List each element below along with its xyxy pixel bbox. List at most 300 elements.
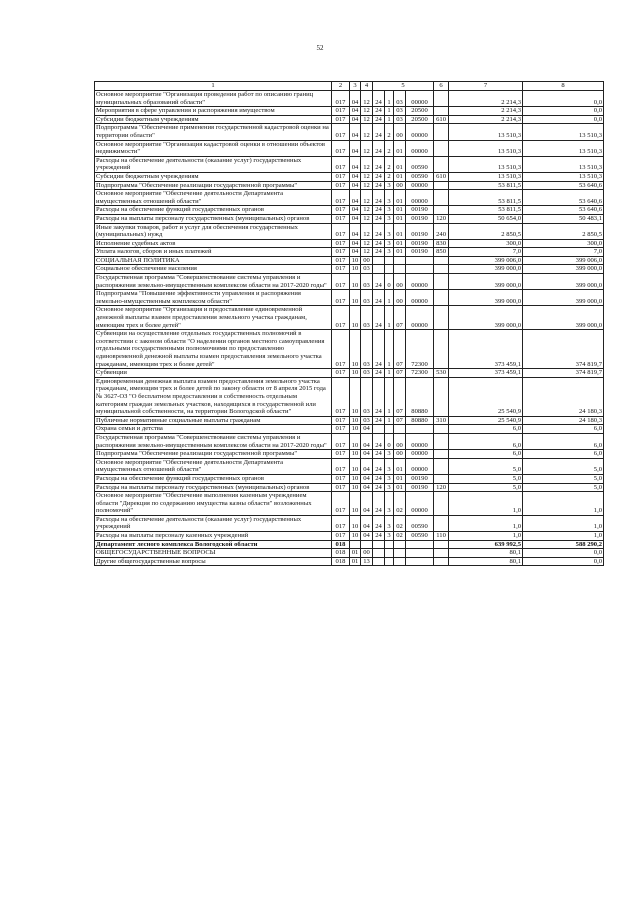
cell-direction: 80880 [406, 377, 434, 416]
cell-ministry: 017 [332, 458, 350, 474]
cell-program: 24 [373, 433, 385, 449]
cell-program: 24 [373, 214, 385, 223]
row-name: Государственная программа "Совершенствование системы управления и распоряжения земельно-имущественным комплексом области на 2017-2020 годы" [95, 433, 332, 449]
cell-subprogram: 3 [385, 458, 394, 474]
cell-activity: 07 [394, 377, 406, 416]
cell-ministry: 017 [332, 425, 350, 434]
cell-activity: 07 [394, 330, 406, 369]
cell-subprogram: 2 [385, 124, 394, 140]
row-name: Исполнение судебных актов [95, 239, 332, 248]
cell-subprogram [385, 549, 394, 558]
cell-section [350, 540, 361, 549]
cell-amount-2020: 5,0 [523, 483, 604, 492]
row-name: Государственная программа "Совершенствование системы управления и распоряжения земельно-имущественным комплексом области на 2017-2020 годы" [95, 274, 332, 290]
table-row [95, 483, 604, 492]
cell-activity [394, 557, 406, 566]
cell-subprogram: 3 [385, 206, 394, 215]
row-name: ОБЩЕГОСУДАРСТВЕННЫЕ ВОПРОСЫ [95, 549, 332, 558]
cell-ministry: 017 [332, 290, 350, 306]
cell-expense-type [434, 492, 449, 516]
cell-subprogram: 2 [385, 156, 394, 172]
cell-ministry: 017 [332, 156, 350, 172]
cell-program: 24 [373, 377, 385, 416]
cell-subprogram: 1 [385, 115, 394, 124]
cell-amount-2019: 53 811,5 [449, 181, 523, 190]
cell-ministry: 017 [332, 265, 350, 274]
cell-amount-2020: 300,0 [523, 239, 604, 248]
cell-amount-2019: 300,0 [449, 239, 523, 248]
cell-program [373, 265, 385, 274]
cell-activity: 01 [394, 214, 406, 223]
cell-ministry: 017 [332, 190, 350, 206]
cell-subsection: 00 [361, 256, 373, 265]
cell-amount-2019: 25 540,9 [449, 416, 523, 425]
row-name: Подпрограмма "Обеспечение реализации государственной программы" [95, 181, 332, 190]
row-name: Субсидии бюджетным учреждениям [95, 115, 332, 124]
cell-subprogram: 3 [385, 450, 394, 459]
cell-amount-2019: 399 000,0 [449, 265, 523, 274]
table-row [95, 515, 604, 531]
cell-subsection: 12 [361, 124, 373, 140]
cell-subsection: 04 [361, 492, 373, 516]
cell-expense-type [434, 425, 449, 434]
cell-ministry: 017 [332, 306, 350, 330]
cell-activity: 01 [394, 248, 406, 257]
cell-ministry: 017 [332, 330, 350, 369]
cell-amount-2020: 7,0 [523, 248, 604, 257]
table-row [95, 214, 604, 223]
cell-direction: 00190 [406, 214, 434, 223]
cell-activity: 07 [394, 416, 406, 425]
row-name: Расходы на выплаты персоналу государственных (муниципальных) органов [95, 483, 332, 492]
cell-amount-2019: 13 510,3 [449, 140, 523, 156]
cell-subsection: 13 [361, 557, 373, 566]
cell-expense-type [434, 265, 449, 274]
row-name: Публичные нормативные социальные выплаты гражданам [95, 416, 332, 425]
cell-subprogram: 3 [385, 181, 394, 190]
row-name: СОЦИАЛЬНАЯ ПОЛИТИКА [95, 256, 332, 265]
cell-subprogram: 0 [385, 433, 394, 449]
cell-amount-2019: 373 459,1 [449, 330, 523, 369]
cell-subsection: 00 [361, 549, 373, 558]
cell-program: 24 [373, 532, 385, 541]
cell-activity: 00 [394, 124, 406, 140]
cell-subsection: 03 [361, 274, 373, 290]
cell-program: 24 [373, 450, 385, 459]
cell-program [373, 540, 385, 549]
cell-subprogram [385, 540, 394, 549]
cell-amount-2019: 53 811,5 [449, 206, 523, 215]
cell-amount-2019: 2 214,3 [449, 115, 523, 124]
cell-expense-type: 830 [434, 239, 449, 248]
cell-subprogram [385, 265, 394, 274]
row-name: Департамент лесного комплекса Вологодской области [95, 540, 332, 549]
cell-subprogram: 1 [385, 369, 394, 378]
budget-table [94, 81, 604, 566]
cell-amount-2020: 13 510,3 [523, 124, 604, 140]
cell-section: 04 [350, 91, 361, 107]
cell-expense-type: 240 [434, 223, 449, 239]
cell-expense-type [434, 474, 449, 483]
cell-program: 24 [373, 124, 385, 140]
cell-section: 10 [350, 532, 361, 541]
cell-direction: 00000 [406, 290, 434, 306]
table-row [95, 492, 604, 516]
cell-ministry: 018 [332, 549, 350, 558]
cell-expense-type [434, 156, 449, 172]
cell-section: 10 [350, 256, 361, 265]
cell-expense-type [434, 450, 449, 459]
cell-ministry: 017 [332, 515, 350, 531]
cell-activity [394, 256, 406, 265]
cell-activity [394, 540, 406, 549]
table-row [95, 290, 604, 306]
cell-section: 10 [350, 425, 361, 434]
cell-activity: 01 [394, 483, 406, 492]
cell-subsection: 03 [361, 330, 373, 369]
row-name: Охрана семьи и детства [95, 425, 332, 434]
cell-direction: 00000 [406, 306, 434, 330]
row-name: Основное мероприятие "Организация кадастровой оценки в отношении объектов недвижимости" [95, 140, 332, 156]
row-name: Подпрограмма "Обеспечение реализации государственной программы" [95, 450, 332, 459]
cell-program [373, 425, 385, 434]
cell-amount-2019: 6,0 [449, 425, 523, 434]
cell-activity: 02 [394, 515, 406, 531]
cell-program [373, 256, 385, 265]
cell-expense-type [434, 377, 449, 416]
cell-subprogram [385, 557, 394, 566]
cell-amount-2020: 13 510,3 [523, 156, 604, 172]
cell-amount-2020: 399 000,0 [523, 274, 604, 290]
cell-subsection: 12 [361, 140, 373, 156]
cell-amount-2020: 0,0 [523, 107, 604, 116]
row-name: Другие общегосударственные вопросы [95, 557, 332, 566]
cell-direction: 00190 [406, 239, 434, 248]
cell-direction: 72300 [406, 330, 434, 369]
row-name: Подпрограмма "Повышение эффективности управления и распоряжения земельно-имущественным комплексом области" [95, 290, 332, 306]
row-name: Субвенции [95, 369, 332, 378]
cell-amount-2020: 24 180,3 [523, 416, 604, 425]
cell-amount-2020: 0,0 [523, 115, 604, 124]
cell-direction: 00190 [406, 223, 434, 239]
cell-activity: 00 [394, 433, 406, 449]
cell-amount-2020: 0,0 [523, 557, 604, 566]
cell-activity: 01 [394, 172, 406, 181]
cell-subprogram: 1 [385, 377, 394, 416]
cell-subsection: 12 [361, 206, 373, 215]
cell-ministry: 017 [332, 248, 350, 257]
cell-subprogram: 3 [385, 474, 394, 483]
cell-expense-type [434, 124, 449, 140]
cell-program: 24 [373, 458, 385, 474]
row-name: Расходы на обеспечение деятельности (оказание услуг) государственных учреждений [95, 515, 332, 531]
column-header: 1 [95, 82, 332, 91]
cell-amount-2019: 399 000,0 [449, 290, 523, 306]
cell-section: 04 [350, 223, 361, 239]
cell-program [373, 557, 385, 566]
cell-direction [406, 540, 434, 549]
cell-program: 24 [373, 416, 385, 425]
cell-amount-2019: 1,0 [449, 532, 523, 541]
cell-activity: 01 [394, 223, 406, 239]
cell-subsection: 04 [361, 458, 373, 474]
table-row [95, 181, 604, 190]
cell-program: 24 [373, 115, 385, 124]
row-name: Единовременная денежная выплата взамен предоставления земельного участка гражданам, имеющим трех и более детей по закону области от 8 апреля 2015 года № 3627-ОЗ "О бесплатном предоставлении в собственность отдельным категориям граждан земельных участков, находящихся в государственной или муниципальной собственности, на территории Вологодской области" [95, 377, 332, 416]
cell-amount-2019: 25 540,9 [449, 377, 523, 416]
cell-ministry: 017 [332, 369, 350, 378]
cell-expense-type: 110 [434, 532, 449, 541]
cell-direction: 00000 [406, 492, 434, 516]
cell-amount-2020: 13 510,3 [523, 140, 604, 156]
cell-expense-type: 120 [434, 214, 449, 223]
cell-section: 10 [350, 265, 361, 274]
cell-direction: 00190 [406, 206, 434, 215]
cell-section: 10 [350, 492, 361, 516]
cell-expense-type: 310 [434, 416, 449, 425]
cell-direction: 00000 [406, 124, 434, 140]
cell-subsection: 12 [361, 156, 373, 172]
cell-direction: 80880 [406, 416, 434, 425]
cell-activity: 03 [394, 91, 406, 107]
cell-ministry: 017 [332, 172, 350, 181]
table-row [95, 474, 604, 483]
cell-activity: 01 [394, 458, 406, 474]
cell-amount-2019: 5,0 [449, 458, 523, 474]
row-name: Подпрограмма "Обеспечение применения государственной кадастровой оценки на территории области" [95, 124, 332, 140]
cell-subsection: 03 [361, 265, 373, 274]
cell-subprogram: 0 [385, 274, 394, 290]
cell-subsection: 03 [361, 369, 373, 378]
cell-direction: 00000 [406, 274, 434, 290]
table-row [95, 433, 604, 449]
cell-amount-2020: 5,0 [523, 458, 604, 474]
cell-direction [406, 425, 434, 434]
row-name: Расходы на выплаты персоналу казенных учреждений [95, 532, 332, 541]
cell-expense-type [434, 330, 449, 369]
cell-amount-2020: 399 000,0 [523, 306, 604, 330]
cell-amount-2019: 399 000,0 [449, 274, 523, 290]
cell-section: 10 [350, 450, 361, 459]
cell-activity: 00 [394, 274, 406, 290]
cell-expense-type [434, 91, 449, 107]
cell-subsection: 03 [361, 290, 373, 306]
cell-subprogram: 3 [385, 532, 394, 541]
row-name: Основное мероприятие "Обеспечение деятельности Департамента имущественных отношений области" [95, 190, 332, 206]
page-number: 52 [316, 44, 324, 52]
cell-section: 04 [350, 107, 361, 116]
cell-subsection: 04 [361, 515, 373, 531]
cell-expense-type [434, 107, 449, 116]
cell-amount-2020: 2 850,5 [523, 223, 604, 239]
cell-amount-2019: 13 510,3 [449, 172, 523, 181]
table-header-row [95, 82, 604, 91]
table-row [95, 540, 604, 549]
cell-subprogram: 1 [385, 91, 394, 107]
cell-activity: 03 [394, 107, 406, 116]
cell-direction: 72300 [406, 369, 434, 378]
cell-subsection: 12 [361, 181, 373, 190]
table-row [95, 425, 604, 434]
cell-subprogram: 3 [385, 492, 394, 516]
cell-subsection: 12 [361, 190, 373, 206]
cell-activity: 01 [394, 206, 406, 215]
cell-subsection: 04 [361, 474, 373, 483]
cell-expense-type [434, 549, 449, 558]
cell-section: 04 [350, 172, 361, 181]
cell-activity: 01 [394, 239, 406, 248]
cell-section: 04 [350, 214, 361, 223]
cell-amount-2019: 1,0 [449, 515, 523, 531]
cell-ministry: 017 [332, 223, 350, 239]
cell-subsection: 12 [361, 91, 373, 107]
cell-amount-2020: 374 819,7 [523, 369, 604, 378]
cell-ministry: 017 [332, 181, 350, 190]
row-name: Расходы на выплаты персоналу государственных (муниципальных) органов [95, 214, 332, 223]
cell-amount-2019: 373 459,1 [449, 369, 523, 378]
cell-program: 24 [373, 140, 385, 156]
cell-subsection: 04 [361, 433, 373, 449]
table-row [95, 369, 604, 378]
cell-ministry: 017 [332, 124, 350, 140]
cell-expense-type [434, 290, 449, 306]
cell-direction: 00000 [406, 140, 434, 156]
cell-amount-2020: 53 640,6 [523, 181, 604, 190]
cell-amount-2020: 5,0 [523, 474, 604, 483]
row-name: Основное мероприятие "Обеспечение деятельности Департамента имущественных отношений области" [95, 458, 332, 474]
cell-section: 04 [350, 206, 361, 215]
column-header: 8 [523, 82, 604, 91]
row-name: Основное мероприятие "Организация проведения работ по описанию границ муниципальных образований области" [95, 91, 332, 107]
table-row [95, 532, 604, 541]
column-header: 4 [361, 82, 373, 91]
table-row [95, 206, 604, 215]
cell-amount-2020: 6,0 [523, 425, 604, 434]
cell-expense-type [434, 540, 449, 549]
cell-program [373, 549, 385, 558]
table-row [95, 140, 604, 156]
cell-amount-2020: 6,0 [523, 433, 604, 449]
cell-subsection: 12 [361, 214, 373, 223]
cell-section: 01 [350, 549, 361, 558]
cell-activity: 02 [394, 492, 406, 516]
cell-direction [406, 549, 434, 558]
cell-subsection: 04 [361, 483, 373, 492]
row-name: Уплата налогов, сборов и иных платежей [95, 248, 332, 257]
cell-direction: 00000 [406, 181, 434, 190]
cell-amount-2019: 6,0 [449, 433, 523, 449]
cell-activity: 00 [394, 450, 406, 459]
cell-amount-2020: 53 640,6 [523, 206, 604, 215]
cell-amount-2019: 2 214,3 [449, 91, 523, 107]
cell-amount-2019: 5,0 [449, 474, 523, 483]
cell-expense-type [434, 557, 449, 566]
cell-amount-2020: 399 000,0 [523, 290, 604, 306]
cell-ministry: 017 [332, 256, 350, 265]
cell-section: 04 [350, 140, 361, 156]
cell-subprogram: 3 [385, 214, 394, 223]
cell-activity: 01 [394, 474, 406, 483]
table-row [95, 124, 604, 140]
cell-ministry: 017 [332, 274, 350, 290]
cell-subsection: 04 [361, 532, 373, 541]
cell-section: 04 [350, 239, 361, 248]
cell-expense-type: 850 [434, 248, 449, 257]
row-name: Субвенции на осуществление отдельных государственных полномочий в соответствии с законом области "О наделении органов местного самоуправления отдельными государственными полномочиями по предоставлению единовременной денежной выплаты взамен предоставления земельного участка гражданам, имеющим трех и более детей" [95, 330, 332, 369]
cell-subprogram: 1 [385, 306, 394, 330]
cell-expense-type [434, 140, 449, 156]
cell-activity: 02 [394, 532, 406, 541]
table-row [95, 248, 604, 257]
cell-section: 10 [350, 483, 361, 492]
cell-section: 10 [350, 474, 361, 483]
cell-subprogram: 1 [385, 416, 394, 425]
row-name: Субсидии бюджетным учреждениям [95, 172, 332, 181]
cell-amount-2019: 13 510,3 [449, 124, 523, 140]
cell-expense-type [434, 306, 449, 330]
cell-amount-2020: 1,0 [523, 532, 604, 541]
cell-direction [406, 557, 434, 566]
cell-program: 24 [373, 290, 385, 306]
cell-direction: 00000 [406, 450, 434, 459]
cell-expense-type [434, 433, 449, 449]
cell-subprogram: 3 [385, 223, 394, 239]
cell-subprogram: 1 [385, 330, 394, 369]
table-row [95, 256, 604, 265]
cell-amount-2020: 399 006,0 [523, 256, 604, 265]
cell-activity [394, 425, 406, 434]
cell-direction: 00590 [406, 532, 434, 541]
cell-section: 10 [350, 290, 361, 306]
cell-direction: 00000 [406, 433, 434, 449]
cell-amount-2019: 639 992,5 [449, 540, 523, 549]
table-row [95, 450, 604, 459]
cell-activity: 07 [394, 306, 406, 330]
table-row [95, 107, 604, 116]
cell-section: 10 [350, 416, 361, 425]
cell-program: 24 [373, 492, 385, 516]
cell-amount-2020: 13 510,3 [523, 172, 604, 181]
cell-activity: 07 [394, 369, 406, 378]
cell-activity: 01 [394, 156, 406, 172]
cell-program: 24 [373, 190, 385, 206]
cell-direction: 00590 [406, 172, 434, 181]
cell-section: 10 [350, 433, 361, 449]
cell-program: 24 [373, 239, 385, 248]
cell-amount-2020: 399 000,0 [523, 265, 604, 274]
cell-subprogram: 1 [385, 107, 394, 116]
cell-program: 24 [373, 248, 385, 257]
cell-subprogram [385, 425, 394, 434]
row-name: Основное мероприятие "Организация и предоставление единовременной денежной выплаты взамен предоставления земельного участка гражданам, имеющим трех и более детей" [95, 306, 332, 330]
cell-expense-type [434, 515, 449, 531]
table-row [95, 274, 604, 290]
cell-subsection: 12 [361, 115, 373, 124]
column-header: 6 [434, 82, 449, 91]
cell-program: 24 [373, 223, 385, 239]
table-row [95, 190, 604, 206]
table-body [95, 91, 604, 566]
cell-ministry: 018 [332, 557, 350, 566]
cell-activity: 00 [394, 181, 406, 190]
table-row [95, 156, 604, 172]
cell-ministry: 017 [332, 239, 350, 248]
cell-activity: 01 [394, 140, 406, 156]
column-header: 7 [449, 82, 523, 91]
cell-ministry: 017 [332, 206, 350, 215]
cell-direction: 00000 [406, 458, 434, 474]
cell-amount-2019: 80,1 [449, 549, 523, 558]
